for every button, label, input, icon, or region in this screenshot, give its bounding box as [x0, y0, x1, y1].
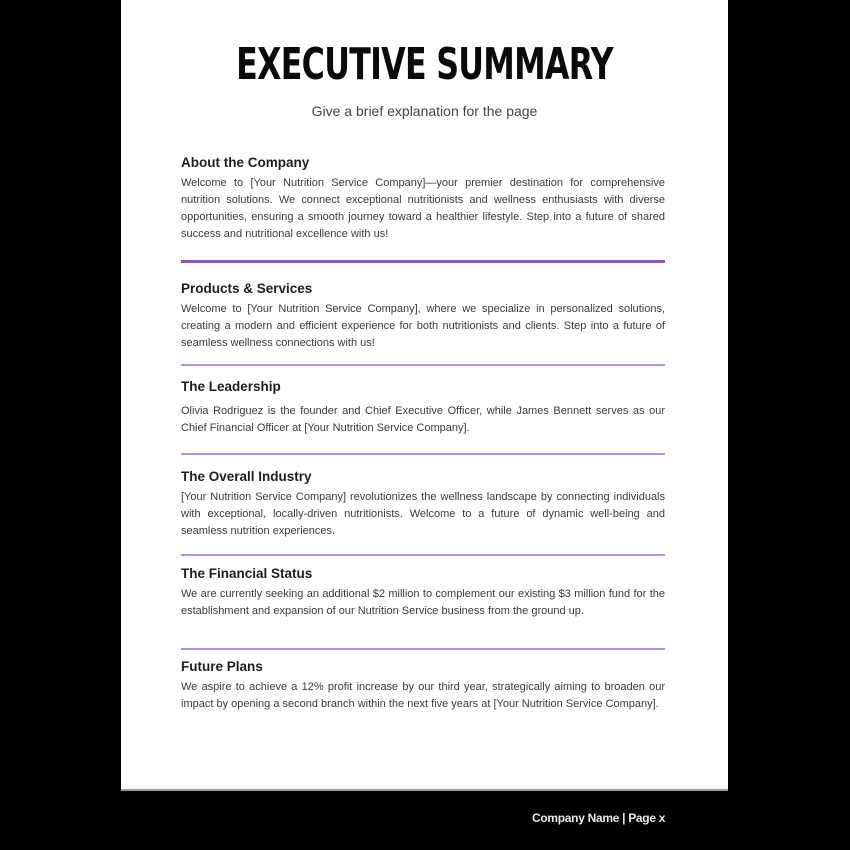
- section-heading: About the Company: [181, 155, 310, 170]
- section-heading: The Financial Status: [181, 566, 313, 581]
- section-body: Welcome to [Your Nutrition Service Company]—your premier destination for comprehensive nutrition solutions. We connect exceptional nutritionists and wellness enthusiasts with diverse opportunities, ensuring a smooth journey toward a healthier lifestyle. Step into a future of shared success and nutritional excellence with us!: [181, 177, 665, 240]
- section-heading: The Leadership: [181, 379, 281, 394]
- page-subtitle: Give a brief explanation for the page: [311, 103, 538, 119]
- section-heading: Products & Services: [181, 281, 313, 296]
- section-divider: [181, 648, 665, 650]
- page-footer: Company Name | Page x: [532, 811, 666, 825]
- section-body: Welcome to [Your Nutrition Service Company], where we specialize in personalized solutions, creating a modern and efficient experience for both nutritionists and clients. Step into a future of seamless wellness connections with us!: [181, 303, 665, 349]
- section-products-services: [181, 280, 665, 352]
- section-heading: Future Plans: [181, 659, 263, 674]
- section-future-plans: [181, 658, 665, 713]
- section-financial-status: [181, 565, 665, 620]
- section-divider: [181, 554, 665, 556]
- page-edge: [121, 789, 728, 791]
- section-body: We aspire to achieve a 12% profit increase by our third year, strategically aiming to broaden our impact by opening a second branch within the next five years at [Your Nutrition Service Company].: [181, 681, 665, 710]
- section-body: Olivia Rodriguez is the founder and Chief Executive Officer, while James Bennett serves as our Chief Financial Officer at [Your Nutrition Service Company].: [181, 405, 665, 434]
- section-divider: [181, 453, 665, 455]
- section-about-company: [181, 154, 665, 243]
- section-body: [Your Nutrition Service Company] revolutionizes the wellness landscape by connecting individuals with exceptional, locally-driven nutritionists. Welcome to a future of dynamic well-being and seamless nutrition experiences.: [181, 491, 665, 537]
- section-divider: [181, 364, 665, 366]
- section-divider: [181, 260, 665, 263]
- page-title: EXECUTIVE SUMMARY: [236, 39, 613, 90]
- section-overall-industry: [181, 468, 665, 540]
- document-page: [121, 0, 728, 790]
- section-leadership: [181, 378, 665, 437]
- section-body: We are currently seeking an additional $2 million to complement our existing $3 million fund for the establishment and expansion of our Nutrition Service business from the ground up.: [181, 588, 665, 617]
- section-heading: The Overall Industry: [181, 469, 312, 484]
